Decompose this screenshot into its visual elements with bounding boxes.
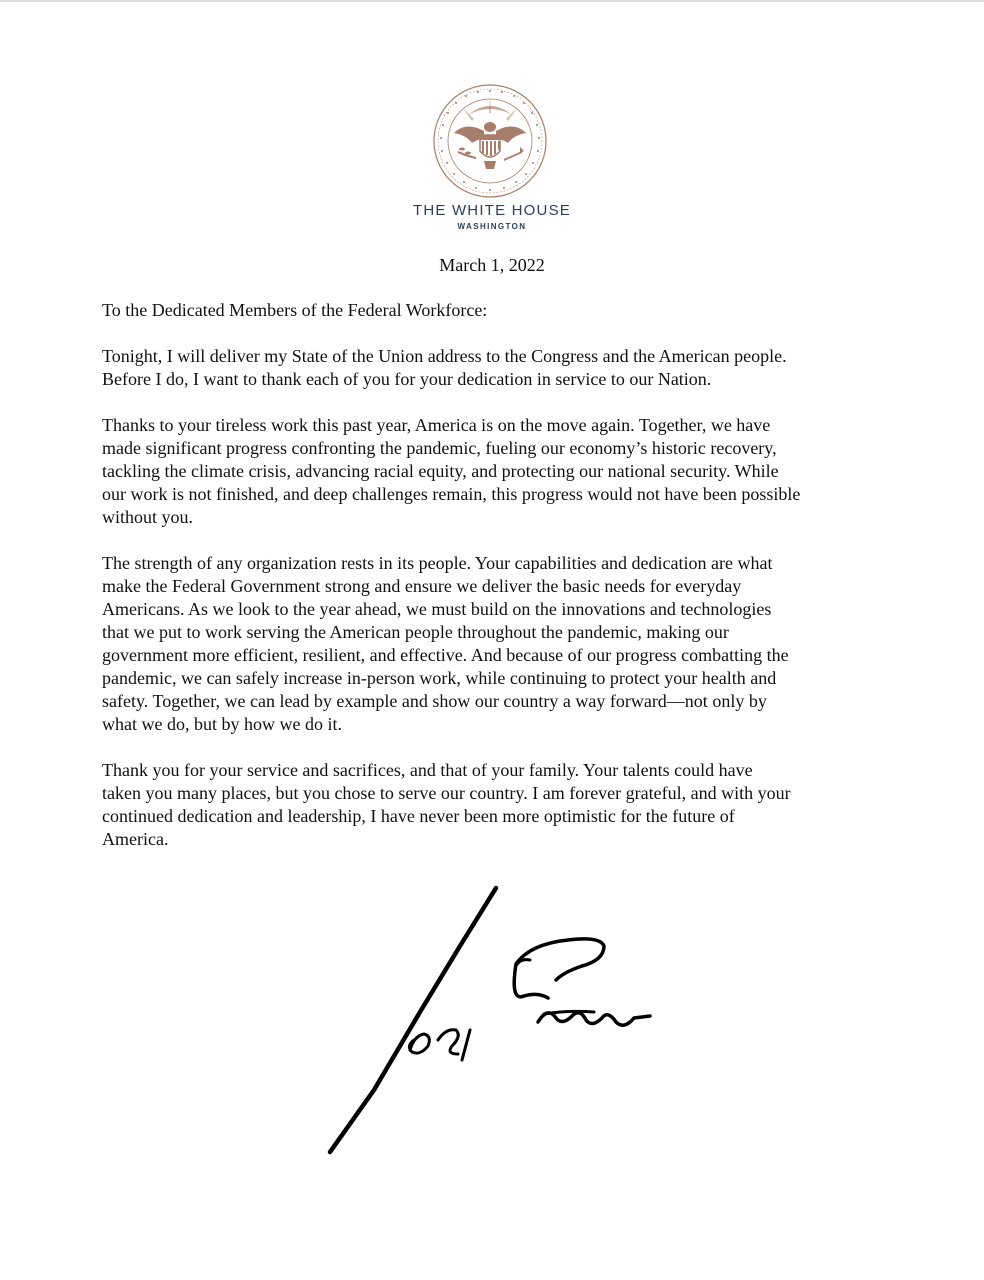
- letter-paragraph: The strength of any organization rests in its people. Your capabilities and dedication are what make the Federal Government strong and ensure we deliver the basic needs for everyday Americans. As we look to the year ahead, we must build on the innovations and technologies that we put to work serving the American people throughout the pandemic, making our government more efficient, resilient, and effective. And because of our progress combatting the pandemic, we can safely increase in-person work, while continuing to protect your health and safety. Together, we can lead by example and show our country a way forward—not only by what we do, but by how we do it.: [102, 553, 789, 734]
- presidential-seal-icon: [432, 83, 548, 199]
- letter-paragraph: Thank you for your service and sacrifices, and that of your family. Your talents could have taken you many places, but you chose to serve our country. I am forever grateful, and with your continued dedication and leadership, I have never been more optimistic for the future of America.: [102, 760, 791, 849]
- letter-date: March 1, 2022: [439, 255, 545, 275]
- letterhead-subtitle: WASHINGTON: [457, 222, 527, 231]
- letter-paragraph: Tonight, I will deliver my State of the Union address to the Congress and the American people. Before I do, I want to thank each of you for your dedication in service to our Nation.: [102, 346, 787, 389]
- letter-body: [102, 299, 892, 874]
- letter-salutation: To the Dedicated Members of the Federal Workforce:: [102, 300, 488, 320]
- letterhead-title: THE WHITE HOUSE: [412, 202, 571, 219]
- handwritten-signature-icon: [320, 880, 670, 1165]
- page-top-edge: [0, 0, 984, 2]
- letter-paragraph: Thanks to your tireless work this past year, America is on the move again. Together, we have made significant progress confronting the pandemic, fueling our economy’s historic recovery, tackling the climate crisis, advancing racial equity, and protecting our national security. While our work is not finished, and deep challenges remain, this progress would not have been possible without you.: [102, 415, 801, 527]
